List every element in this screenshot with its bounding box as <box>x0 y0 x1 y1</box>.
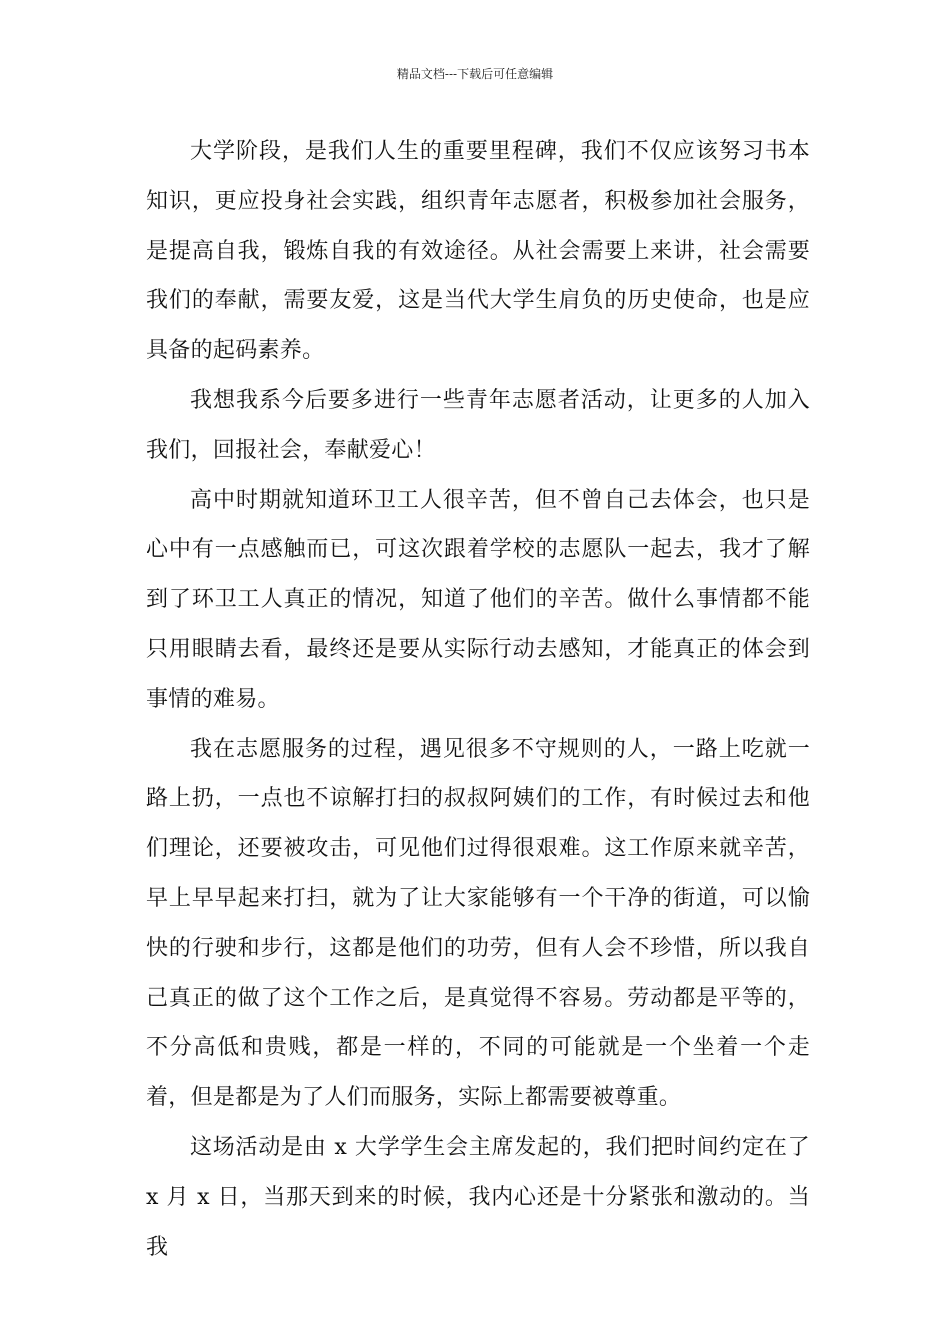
paragraph-5: 这场活动是由 x 大学学生会主席发起的，我们把时间约定在了 x 月 x 日，当那天到来的时候，我内心还是十分紧张和激动的。当我 <box>146 1134 810 1260</box>
paragraph-2: 我想我系今后要多进行一些青年志愿者活动，让更多的人加入我们，回报社会，奉献爱心！ <box>146 387 810 463</box>
page-header: 精品文档---下载后可任意编辑 <box>396 67 554 81</box>
document-body <box>146 127 810 1272</box>
paragraph-1: 大学阶段，是我们人生的重要里程碑，我们不仅应该努习书本知识，更应投身社会实践，组织青年志愿者，积极参加社会服务，是提高自我，锻炼自我的有效途径。从社会需要上来讲，社会需要我们的奉献，需要友爱，这是当代大学生肩负的历史使命，也是应具备的起码素养。 <box>146 139 810 364</box>
paragraph-4: 我在志愿服务的过程，遇见很多不守规则的人，一路上吃就一路上扔，一点也不谅解打扫的叔叔阿姨们的工作，有时候过去和他们理论，还要被攻击，可见他们过得很艰难。这工作原来就辛苦，早上早早起来打扫，就为了让大家能够有一个干净的街道，可以愉快的行驶和步行，这都是他们的功劳，但有人会不珍惜，所以我自己真正的做了这个工作之后，是真觉得不容易。劳动都是平等的，不分高低和贵贱，都是一样的，不同的可能就是一个坐着一个走着，但是都是为了人们而服务，实际上都需要被尊重。 <box>146 736 810 1111</box>
paragraph-3: 高中时期就知道环卫工人很辛苦，但不曾自己去体会，也只是心中有一点感触而已，可这次跟着学校的志愿队一起去，我才了解到了环卫工人真正的情况，知道了他们的辛苦。做什么事情都不能只用眼睛去看，最终还是要从实际行动去感知，才能真正的体会到事情的难易。 <box>146 487 810 712</box>
